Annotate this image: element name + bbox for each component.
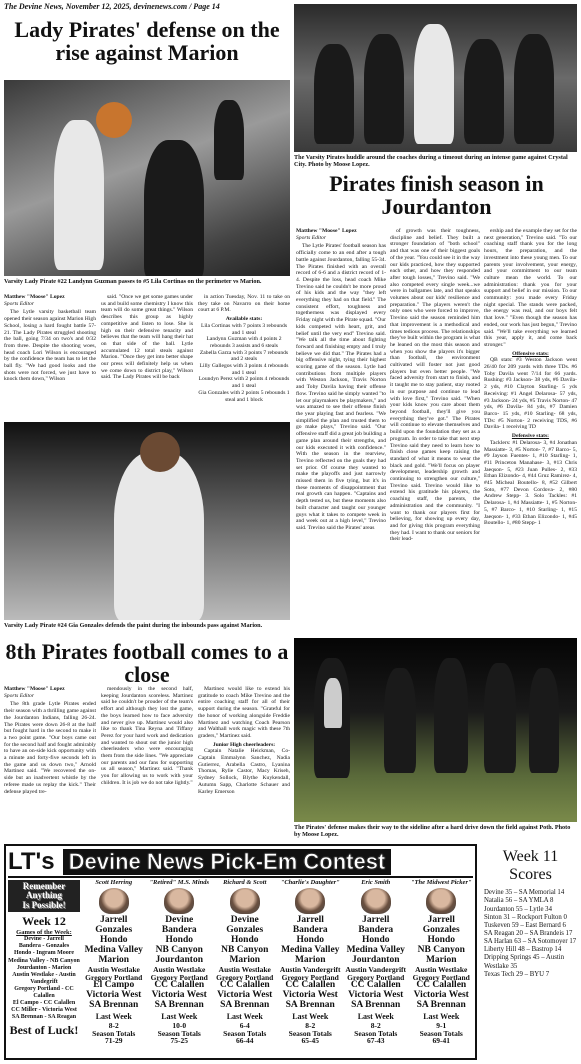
picker-photo — [295, 888, 325, 914]
article2-column-2 — [390, 228, 480, 610]
score-item: Tuskeven 59 – East Bernard 6 — [484, 921, 566, 929]
article2-column-1 — [296, 228, 386, 610]
remember-line: Remember — [22, 881, 66, 891]
pick-item: SA Brennan — [285, 1000, 335, 1011]
offensive-stats: QB stats: #3 Weston Jackson went 26/40 for 209 yards with three TDs. #6 Toby Davila went 7/14 for 66 yards. Rushing: #3 Jackson- 38 yds, #6 Davila- 2 yds, #10 Clayton Starling- 5 yds Receiving: #1 Angel Delarosa- 57 yds, #3 Jackson- 24 yds, #5 Travis Norton- 47 yds, #6 Davila- 84 yds, #7 Damien Barco- 15 yds, #10 Starling- 68 yds, TDs: #5 Norton- 2 receiving TDS, #6 Davila- 1 receiving TD — [484, 357, 577, 431]
season-totals-score: 75-25 — [170, 1036, 188, 1046]
pick-item: SA Brennan — [351, 1000, 401, 1011]
pick-item: SA Brennan — [220, 1000, 270, 1011]
8th-grade-headline: 8th Pirates football comes to a close — [5, 639, 289, 688]
season-totals-label: Season Totals — [419, 1028, 463, 1038]
basketball-photo-2 — [4, 422, 290, 620]
lt-logo: LT's — [8, 848, 55, 875]
last-week-score: 9-1 — [436, 1020, 447, 1030]
pick-item: Marion — [229, 954, 261, 965]
pick-item: Gregory Portland — [85, 972, 143, 982]
game-item: Gregory Portland - CC Calallen — [14, 985, 74, 999]
pick-item: Gregory Portland — [216, 972, 274, 982]
pick-item: CC Calallen — [154, 980, 205, 991]
score-item: Sinton 31 – Rockport Fulton 0 — [484, 913, 567, 921]
pick-item: Victoria West — [151, 990, 207, 1001]
pick-item: Victoria West — [348, 990, 404, 1001]
byline: Matthew "Moose" Lopez — [4, 686, 65, 692]
score-item: Jourdanton 55 – Lytle 34 — [484, 905, 552, 913]
game-item: El Campo - CC Calallen — [12, 1000, 76, 1007]
remember-banner — [8, 880, 80, 912]
pickers-row — [82, 880, 475, 1058]
stats-title: Available stats: — [225, 316, 263, 323]
last-week-label: Last Week — [292, 1012, 329, 1022]
game-item: Jourdanton - Marion — [16, 964, 72, 971]
pick-item: NB Canyon — [221, 944, 269, 955]
article1-text-2: said. "Once we get some games under us and build some chemistry I know this team will do some great things." Wilson describes this group as highly competitive and listen to lose. She is high on their defensive tenacity and believes that the team will hang their hat on that side of the ball. Lytle accumulated 12 total steals against Marion. "Once they get into better shape our press will definitely help us when we come down to district play," Wilson said. The Lady Pirates will be back — [101, 294, 193, 381]
picker-column — [279, 880, 343, 1045]
lady-pirates-headline: Lady Pirates' defense on the rise against Marion — [14, 17, 280, 66]
season-totals-label: Season Totals — [157, 1028, 201, 1038]
pick-item: Medina Valley — [281, 944, 340, 955]
byline: Matthew "Moose" Lopez — [296, 228, 357, 234]
picker-column — [410, 880, 474, 1045]
last-week-label: Last Week — [226, 1012, 263, 1022]
basketball-photo-1 — [4, 80, 290, 276]
pick-item: CC Calallen — [219, 980, 270, 991]
week-label: Week 12 — [22, 914, 66, 929]
picker-name: "Retired" M.S. Minds — [149, 879, 210, 886]
last-week-label: Last Week — [357, 1012, 394, 1022]
picker-photo — [426, 888, 456, 914]
last-week-score: 8-2 — [370, 1020, 381, 1030]
pick-item: CC Calallen — [416, 980, 467, 991]
score-item: SA Harlan 63 – SA Sotomoyer 17 — [484, 938, 577, 946]
season-totals-score: 65-45 — [301, 1036, 319, 1046]
pick-item: Hondo — [427, 934, 455, 945]
article3-text-1: The 8th grade Lytle Pirates ended their season with a thrilling game against the Jourdanton Indians, falling 26-24. The Pirates were down 26-8 at the half but fought hard in the second to make it a two point game. "Our boys came out for the second half and fought admirably to have an on-side kick opportunity with a minute and forty-five seconds left in the game and us down two," Arnold Martinez said. "We recovered the on-side but an inadvertent whistle by the referee made us replay the kick." Their defense played tre- — [4, 701, 96, 795]
pick-item: Austin Westlake — [218, 964, 271, 974]
score-item: SA Reagan 20 – SA Brandeis 17 — [484, 929, 573, 937]
game-item: Bandera - Gonzales — [18, 943, 70, 950]
pick-item: Victoria West — [282, 990, 338, 1001]
remember-line: Anything — [25, 890, 62, 901]
score-item: Liberty Hill 48 – Bastrop 14 — [484, 946, 562, 954]
picker-photo — [99, 888, 129, 914]
season-totals-score: 71-29 — [105, 1036, 123, 1046]
article3-text-3: Martinez would like to extend his gratitude to coach Mike Trevino and the entire coaching staff for all of their support during the season. "Grateful for the honor of working alongside Freddie Martinez and watching Coach Pearson and Walthall work magic with these 7th graders," Martinez said. — [198, 686, 290, 739]
pick-item: Marion — [294, 954, 326, 965]
score-item: Devine 35 – SA Memorial 14 — [484, 889, 565, 897]
season-totals-label: Season Totals — [223, 1028, 267, 1038]
last-week-label: Last Week — [161, 1012, 198, 1022]
stat-line: Lilly Gallegos with 3 points 4 rebounds and 1 steal — [199, 363, 289, 376]
pick-item: Medina Valley — [346, 944, 405, 955]
pick-item: Medina Valley — [84, 944, 143, 955]
pick-item: Victoria West — [217, 990, 273, 1001]
score-item: Natalia 56 – SA YMLA 8 — [484, 897, 554, 905]
last-week-label: Last Week — [95, 1012, 132, 1022]
pick-item: CC Calallen — [285, 980, 336, 991]
pick-item: Jarrell — [100, 914, 128, 925]
pick-item: SA Brennan — [154, 1000, 204, 1011]
scores-title: Week 11 Scores — [502, 848, 559, 883]
season-totals-label: Season Totals — [354, 1028, 398, 1038]
photo-caption-2: Varsity Lady Pirate #24 Gia Gonzales defends the paint during the inbounds pass against Marion. — [4, 622, 263, 629]
article3-column-1 — [4, 686, 96, 816]
article3-column-2 — [101, 686, 193, 816]
article1-column-2 — [101, 294, 193, 420]
picker-name: "Charlie's Daughter" — [280, 879, 340, 886]
article1-column-1 — [4, 294, 96, 420]
page-header: The Devine News, November 12, 2025, devinenews.com / Page 14 — [4, 2, 220, 11]
pick-item: Gonzales — [422, 924, 460, 935]
pick-item: Jourdanton — [155, 954, 203, 965]
pick-item: Marion — [425, 954, 457, 965]
pick-item: Gregory Portland — [281, 972, 339, 982]
defensive-stats: Tacklers: #1 Delarosa- 3, #4 Jonathan Massiatte- 3, #5 Norton- 7, #7 Barco- 5, #9 Jayson Fuentes- 1, #10 Starling- 1, #11 Princeton Manahase- 3, #13 Chris Jaeqson- 5, #23 Juan Pulles- 2, #33 Ethan Elizondo- 4, #44 Gruz Ramirez- 4, #45 Micheal Boutello- 8, #52 Gilbert Soto, #77 Devon Cordova- 2, #80 Andrew Stepp- 3. Solo Tackles: #1 Delarosa- 1, #4 Massiatte- 1, #5 Norton-5, #7 Barco- 1, #10 Starling- 1, #15 Jaeqson- 1, #33 Ethan Elizondo- 1, #45 Boutello- 1, #80 Stepp- 1 — [484, 439, 577, 527]
field-caption: The Pirates' defense makes their way to the sideline after a hard drive down the field against Poth. Photo by Moose Lopez. — [294, 824, 571, 839]
pick-em-title-bar — [8, 848, 473, 878]
picker-photo — [230, 888, 260, 914]
score-item: Texas Tech 29 – BYU 7 — [484, 970, 550, 978]
pirates-finish-headline: Pirates finish season in Jourdanton — [329, 171, 544, 220]
pick-item: Bandera — [358, 924, 394, 935]
cheer-list: Captain Natalie Heickman, Co-Captain Emmalynn Sanchez, Nadia Gutierrez, Arabella Castro, Lyanina Thomas, Rylie Castor, Macy Kriseh, Sydney Sollock, Blythe Kuykendall, Autumn Sapp, Charlotte Schauer and Karley Emerson — [198, 748, 290, 795]
stat-line: Lila Cortinas with 7 points 3 rebounds and 1 steal — [200, 322, 288, 336]
football-huddle-photo — [294, 4, 577, 152]
season-totals-label: Season Totals — [92, 1028, 136, 1038]
pick-item: Devine — [230, 914, 259, 925]
article1-column-3 — [198, 294, 290, 420]
picker-column — [344, 880, 408, 1045]
pick-item: Hondo — [362, 934, 390, 945]
pick-item: Jarrell — [362, 914, 390, 925]
game-item: Devine - Jarrell — [24, 936, 64, 943]
pick-item: Devine — [165, 914, 194, 925]
picker-column — [82, 880, 146, 1045]
pick-item: El Campo — [93, 980, 135, 991]
games-title: Games of the Week: — [16, 929, 72, 937]
pick-item: NB Canyon — [417, 944, 465, 955]
season-totals-score: 69-41 — [432, 1036, 450, 1046]
game-item: CC Miller - Victoria West — [11, 1007, 77, 1014]
games-list — [8, 936, 80, 1021]
byline-role: Sports Editor — [4, 300, 34, 307]
remember-line: Is Possible! — [22, 899, 66, 910]
last-week-label: Last Week — [423, 1012, 460, 1022]
pick-item: SA Brennan — [89, 1000, 139, 1011]
last-week-score: 8-2 — [108, 1020, 119, 1030]
byline-role: Sports Editor — [4, 692, 34, 699]
pick-item: Hondo — [231, 934, 259, 945]
pick-item: Jourdanton — [351, 954, 400, 965]
picker-name: Scott Herring — [95, 879, 133, 886]
picker-name: "The Midwest Picker" — [410, 879, 472, 886]
pick-item: Austin Vandergrift — [345, 964, 407, 974]
pick-item: Marion — [98, 954, 130, 965]
season-totals-score: 66-44 — [236, 1036, 254, 1046]
pick-item: Austin Westlake — [415, 964, 468, 974]
article1-text-3: in action Tuesday, Nov. 11 to take on they take on Navarro on their home court at 6 P.M. — [198, 294, 290, 314]
article2-text-3: ership and the example they set for the next generation," Trevino said. "To our coaching staff thank you for the long hours, the preparation, and the investment into these young men. To our parents your involvement, your energy, and your commitment to our team culture mean the world. To our administration: thank you for your support and belief in our mission. To our community: you made every Friday night special. The stands were packed, the energy was real, and our boys felt that love." "Even though the season has ended, our work has just begun," Trevino said. "We'll take everything we learned this year, apply it, and come back stronger." — [484, 228, 577, 348]
score-item: Dripping Springs 45 – Austin Westlake 35 — [484, 954, 565, 970]
pick-item: Gregory Portland — [150, 972, 208, 982]
pick-item: Victoria West — [86, 990, 142, 1001]
stat-line: Loundyn Perez with 2 points 4 rebounds and 1 steal — [198, 376, 290, 390]
pick-item: Gonzales — [95, 924, 133, 935]
picker-column — [213, 880, 277, 1045]
article2-text-1: The Lytle Pirates' football season has officially come to an end after a tough battle against Jourdanton, falling 55-34. The Pirates finished with an overall record of 6-6 and a district record of 1-4. Despite the loss, head coach Mike Trevino said he couldn't be more proud of his kids and the way "they left everything they had on that field." The consistent effort, toughness and togetherness was displayed every Friday night with the Pirate squad. "Our kids competed with heart, grit, and belief until the very end" Trevino said. "We talk all the time about fighting forward and finishing empty and I truly believe we did that." The Pirates had a big offensive night, tying their highest scoring game of the season. Lytle had contributions from multiple players with Weston Jackson, Travis Norton and Toby Davila having their offense flow. Trevino said he simply wanted "to let our playmakers be playmakers," and was amazed to see their offense finish the year playing fast and fearless. "We simplified the plan and trusted them to go make plays," Trevino said. "Our offensive staff did a great job building a game plan around their strengths, and our kids executed it with confidence." With the season in the rearview, Trevino reflected on the goals they had set prior. Of course they wanted to make the playoffs and just narrowly missed them in five tying, but it's in these moments of disappointment that real growth can happen. "Captains and depth tested us, but these moments also built character and taught our younger guys what it takes to compete week in and week out at a high level," Trevino said. Trevino said the Pirates' areas — [296, 243, 386, 531]
picker-photo — [164, 888, 194, 914]
pick-item: Gonzales — [226, 924, 264, 935]
pick-item: Hondo — [165, 934, 193, 945]
defensive-stats-title: Defensive stats: — [511, 433, 550, 440]
pick-item: Gregory Portland — [347, 972, 405, 982]
stat-line: Gia Gonzales with 2 points 5 rebounds 1 steal and 1 block — [198, 389, 290, 403]
offensive-stats-title: Offensive stats: — [512, 350, 549, 357]
stat-line: Zabella Garza with 3 points 7 rebounds and 2 steals — [199, 349, 289, 363]
pick-item: Bandera — [161, 924, 197, 935]
picker-name: Richard & Scott — [223, 879, 267, 886]
article2-column-3 — [484, 228, 577, 610]
week-scores-panel — [484, 848, 577, 1060]
pick-item: Gregory Portland — [412, 972, 470, 982]
games-panel — [8, 880, 80, 1056]
game-item: SA Brennan - SA Reagan — [11, 1014, 77, 1021]
stat-line: Landynn Guzman with 4 points 2 rebounds 3 assists and 6 steals — [206, 336, 282, 349]
pick-item: Austin Vandergrift — [279, 964, 341, 974]
pick-item: Austin Westlake — [153, 964, 206, 974]
article2-text-2: of growth was their toughness, discipline and belief. They built a stronger foundation of "both school" and that was one of their biggest goals of the year. "You could see it in the way our kids practiced, how they supported each other, and how they responded after tough losses," Trevino said. "We also competed every single week...we were in ballgames late, and that speaks volumes about our kids' resilience and preparation." The players weren't the only ones who were forced to improve, Trevino said the season reminded him that improvement is a methodical and times tedious process. The relationships they've built within the program is what he leaned on the most this season and when you show the players it's bigger than football, the environment cultivated will foster not just good players but even better people. "We faced adversity from start to finish, and it taught me to stay patient, stay rooted in our purpose and continue to lead with love first," Trevino said. "When your kids know you care about them beyond football, they'll give you everything they've got." The Pirates will continue to elevate themselves and build upon the foundation they set as a program. In order to take that next step Trevino said they need to learn how to finish close games keep raising the standard of what it means to wear the black and gold. "We'll focus on player development, leadership growth and continuing to strengthen our culture," Trevino said. Trevino would like to extend his gratitude his players, the coaching staff, the parents, the administration and the community. "I want to thank our players first for believing, for showing up every day, and for giving this program everything they had. I want to thank our seniors for their lead- — [390, 228, 480, 543]
pick-item: Bandera — [292, 924, 328, 935]
last-week-score: 10-0 — [172, 1020, 187, 1030]
byline-role: Sports Editor — [296, 234, 326, 241]
pick-item: Jarrell — [427, 914, 455, 925]
game-item: Medina Valley - NB Canyon — [8, 957, 80, 964]
article3-text-2: mendously in the second half, keeping Jourdanton scoreless. Martinez said he couldn't be prouder of the team's effort and although they lost the game, the boys learned how to face adversity and never give up. Martinez would also like to thank Tina Reyna and Tiffany Perez for your hard work and dedication and wanted to shout out the junior high cheerleaders who were encouraging them from the side lines. "We appreciate our parents and our fans for supporting us all season," Martinez said. "Thank you for allowing us to work with your children. It is job we do not take lightly." — [101, 686, 193, 786]
picker-photo — [361, 888, 391, 914]
picker-column — [148, 880, 212, 1045]
pick-item: NB Canyon — [155, 944, 203, 955]
photo-caption-1: Varsity Lady Pirate #22 Landynn Guzman passes to #5 Lila Cortinas on the perimeter vs Marion. — [4, 278, 262, 285]
cheer-title: Junior High cheerleaders: — [212, 741, 276, 748]
last-week-score: 8-2 — [305, 1020, 316, 1030]
huddle-caption: The Varsity Pirates huddle around the coaches during a timeout during an intense game against Crystal City. Photo by Moose Lopez. — [294, 154, 568, 169]
pick-item: CC Calallen — [350, 980, 401, 991]
game-item: Hondo - Ingram Moore — [13, 950, 75, 957]
picker-name: Eric Smith — [361, 879, 391, 886]
football-field-photo — [294, 638, 577, 822]
season-totals-label: Season Totals — [288, 1028, 332, 1038]
pick-item: Austin Westlake — [87, 964, 140, 974]
article3-column-3 — [198, 686, 290, 816]
season-totals-score: 67-43 — [367, 1036, 385, 1046]
pick-item: SA Brennan — [416, 1000, 466, 1011]
byline: Matthew "Moose" Lopez — [4, 294, 65, 300]
pick-item: Victoria West — [413, 990, 469, 1001]
game-item: Austin Westlake - Austin Vandegrift — [12, 971, 76, 985]
last-week-score: 6-4 — [239, 1020, 250, 1030]
pick-item: Hondo — [100, 934, 128, 945]
pick-item: Jarrell — [296, 914, 324, 925]
pick-em-title: Devine News Pick-Em Contest — [63, 849, 392, 875]
pick-item: Hondo — [296, 934, 324, 945]
best-luck: Best of Luck! — [9, 1023, 79, 1038]
article1-text-1: The Lytle varsity basketball team opened their season against Marion High School, losing a hard fought battle 57-21. The Lady Pirates struggled shooting the ball, going 7/34 on two's and 0/32 from three. Despite the shooting woes, head coach Lori Wilson is encouraged by the confidence the team has to let the ball fly. "We had good looks and the shots were not forced, we just have to knock them down," Wilson — [4, 309, 96, 383]
